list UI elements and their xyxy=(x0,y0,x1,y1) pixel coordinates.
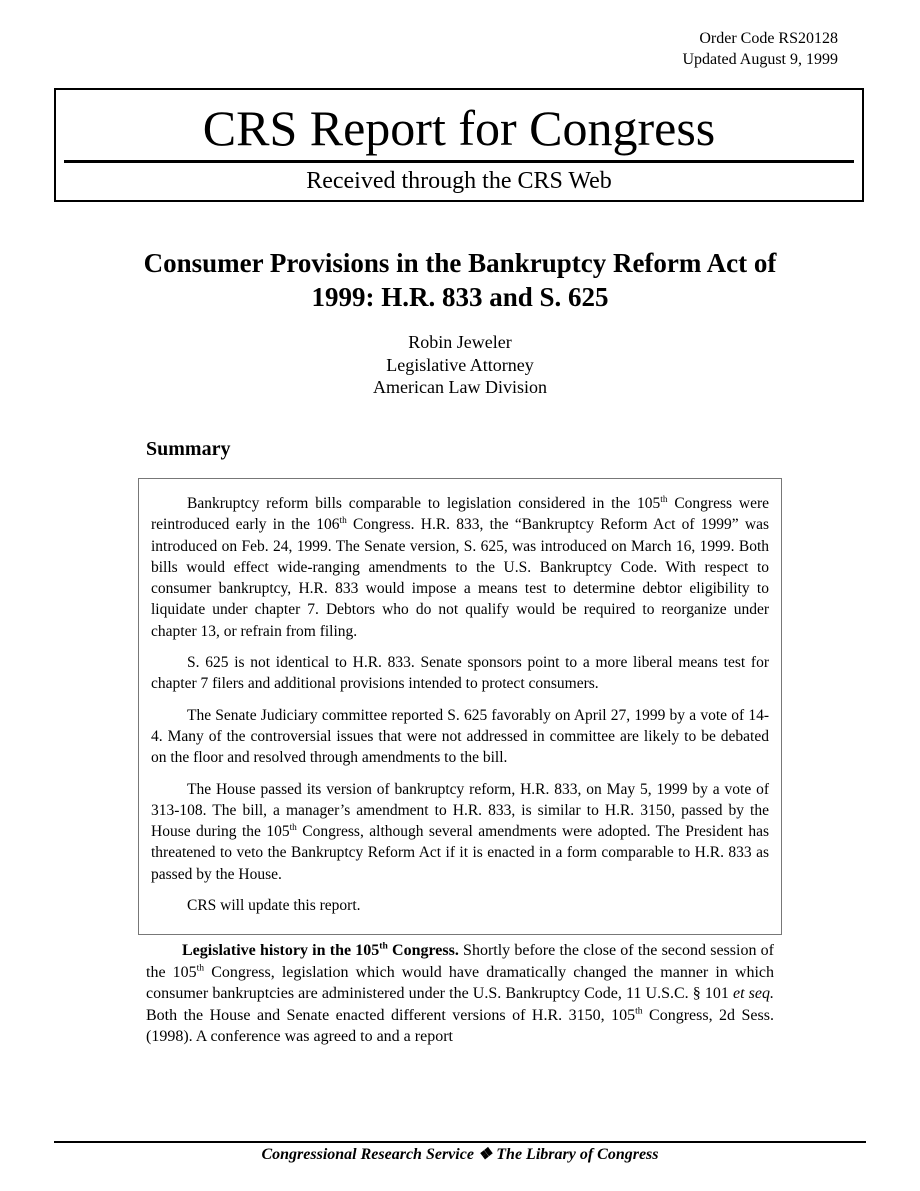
order-code: Order Code RS20128 xyxy=(699,30,838,47)
report-banner xyxy=(54,88,864,202)
summary-paragraph: S. 625 is not identical to H.R. 833. Senate sponsors point to a more liberal means test for chapter 7 filers and additional provisions intended to protect consumers. xyxy=(151,654,769,693)
banner-rule xyxy=(64,160,854,163)
italic-term: et seq. xyxy=(733,985,775,1002)
author-role: Legislative Attorney xyxy=(386,354,534,375)
body-text-run: Both the House and Senate enacted different versions of H.R. 3150, 105 xyxy=(146,1006,636,1024)
banner-subtitle: Received through the CRS Web xyxy=(306,168,612,194)
ordinal-suffix: th xyxy=(196,962,205,974)
summary-paragraph xyxy=(151,779,769,885)
updated-date: Updated August 9, 1999 xyxy=(682,51,838,68)
ordinal-suffix: th xyxy=(289,823,297,833)
ordinal-suffix: th xyxy=(339,516,347,527)
summary-text: The House passed its version of bankruptcy reform, H.R. 833, on May 5, 1999 by a vote of 313-108. The bill, a manager’s amendment to H.R. 833, is similar to H.R. 3150, passed by the House during the 105 xyxy=(151,780,769,841)
summary-text: Congress, although several amendments were adopted. The President has threatened to veto the Bankruptcy Reform Act if it is enacted in a form comparable to H.R. 833 as passed by the House. xyxy=(151,823,769,883)
body-text-run: Congress, 2d Sess. (1998). A conference was agreed to and a report xyxy=(146,1006,774,1045)
summary-paragraph: CRS will update this report. xyxy=(187,897,361,915)
summary-text: Congress were reintroduced early in the 106 xyxy=(151,495,769,534)
section-lead-text: Congress. xyxy=(387,942,459,959)
section-lead-text: Legislative history in the 105 xyxy=(182,942,380,959)
summary-box xyxy=(138,478,782,935)
body-paragraph xyxy=(146,940,774,1048)
author-block xyxy=(0,331,920,399)
section-lead xyxy=(182,942,459,959)
summary-text: Congress. H.R. 833, the “Bankruptcy Reform Act of 1999” was introduced on Feb. 24, 1999. The Senate version, S. 625, was introduced on March 16, 1999. Both bills would effect wide-ranging amendments to the U.S. Bankruptcy Code. With respect to consumer bankruptcy, H.R. 833 would impose a means test to determine debtor eligibility to liquidate under chapter 7. Debtors who do not qualify would be required to reorganize under chapter 13, or refrain from filing. xyxy=(151,516,769,640)
summary-heading: Summary xyxy=(146,438,231,460)
body-text xyxy=(146,940,774,1048)
footer-rule xyxy=(54,1141,866,1143)
author-division: American Law Division xyxy=(373,377,547,397)
summary-paragraph xyxy=(151,493,769,642)
summary-text: Bankruptcy reform bills comparable to legislation considered in the 105 xyxy=(187,495,661,512)
ordinal-suffix: th xyxy=(660,494,668,505)
order-meta xyxy=(682,28,838,70)
footer: Congressional Research Service ❖ The Library of Congress xyxy=(261,1146,659,1163)
ordinal-suffix: th xyxy=(379,940,388,952)
body-text-run: Congress, legislation which would have dramatically changed the manner in which consumer bankruptcies are administered under the U.S. Bankruptcy Code, 11 U.S.C. § 101 xyxy=(146,963,774,1002)
report-title: Consumer Provisions in the Bankruptcy Reform Act of 1999: H.R. 833 and S. 625 xyxy=(143,248,777,312)
author-name: Robin Jeweler xyxy=(408,332,512,352)
summary-paragraph: The Senate Judiciary committee reported S. 625 favorably on April 27, 1999 by a vote of 14-4. Many of the controversial issues that were not addressed in committee are likely to be debated on the floor and resolved through amendments to the bill. xyxy=(151,706,769,767)
ordinal-suffix: th xyxy=(635,1005,643,1017)
body-text-run: Shortly before the close of the second session of the 105 xyxy=(146,942,774,981)
banner-title: CRS Report for Congress xyxy=(202,100,716,156)
